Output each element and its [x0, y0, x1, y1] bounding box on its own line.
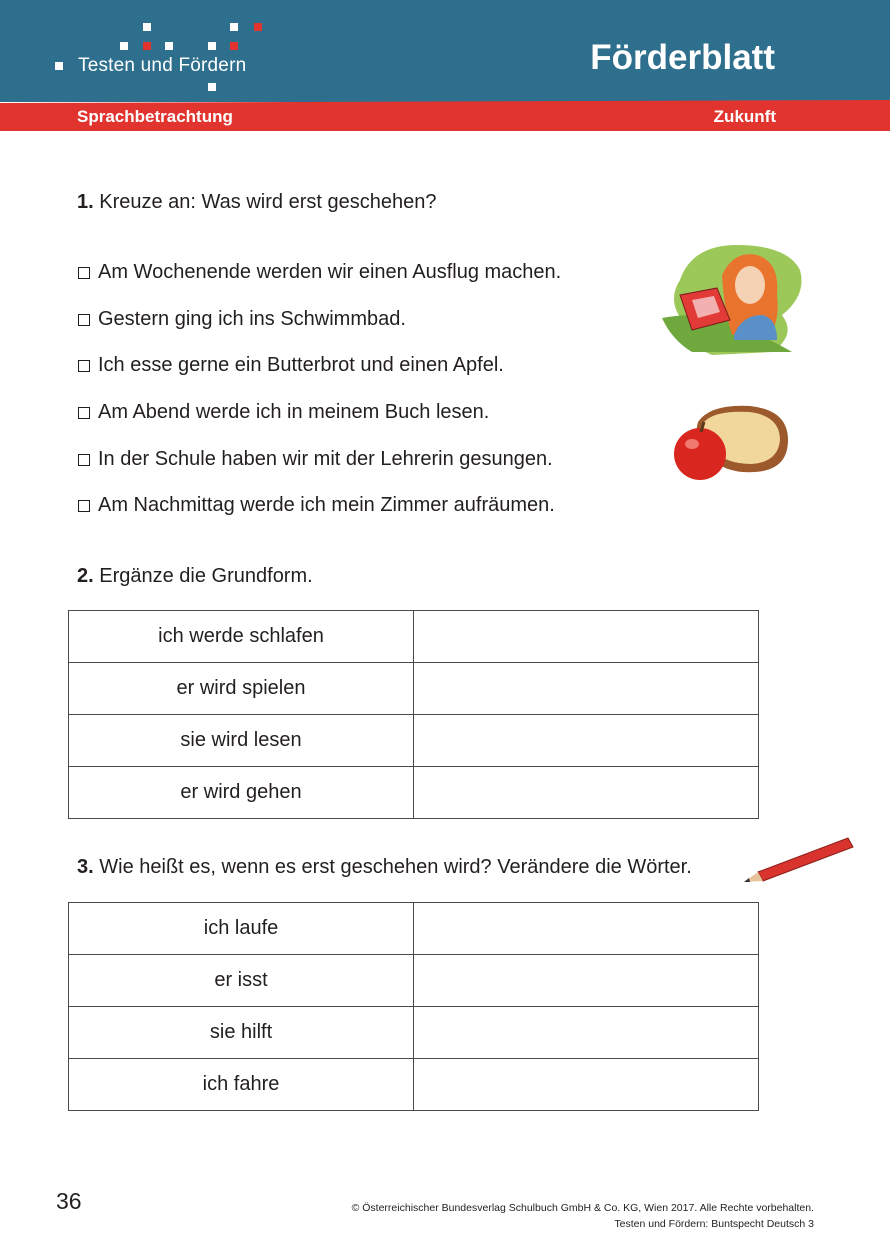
table-row	[69, 1059, 759, 1111]
task3-text: Wie heißt es, wenn es erst geschehen wird? Verändere die Wörter.	[99, 856, 692, 878]
logo-square-icon	[55, 62, 63, 70]
table-row	[69, 955, 759, 1007]
table-row	[69, 903, 759, 955]
checkbox-icon[interactable]	[78, 407, 90, 419]
topic-label: Zukunft	[713, 107, 776, 126]
answer-cell[interactable]	[414, 663, 759, 715]
subject-label: Sprachbetrachtung	[77, 107, 233, 126]
task1-number: 1.	[77, 191, 94, 213]
verb-cell: er wird gehen	[69, 767, 414, 819]
option-label: Am Abend werde ich in meinem Buch lesen.	[98, 401, 490, 423]
answer-cell[interactable]	[414, 767, 759, 819]
verb-cell: sie hilft	[69, 1007, 414, 1059]
logo-square-icon	[143, 42, 151, 50]
task1-option[interactable]	[78, 494, 555, 517]
copyright-text: © Österreichischer Bundesverlag Schulbuch GmbH & Co. KG, Wien 2017. Alle Rechte vorbehalten.	[351, 1202, 814, 1214]
task3-prompt	[77, 856, 692, 879]
table-row	[69, 767, 759, 819]
task2-prompt	[77, 565, 313, 588]
verb-cell: ich fahre	[69, 1059, 414, 1111]
page-number: 36	[56, 1188, 82, 1214]
checkbox-icon[interactable]	[78, 454, 90, 466]
table-row	[69, 1007, 759, 1059]
option-label: Gestern ging ich ins Schwimmbad.	[98, 308, 406, 330]
verb-cell: ich werde schlafen	[69, 611, 414, 663]
option-label: Am Wochenende werden wir einen Ausflug machen.	[98, 261, 562, 283]
task1-option[interactable]	[78, 354, 504, 377]
checkbox-icon[interactable]	[78, 500, 90, 512]
logo-square-icon	[230, 23, 238, 31]
answer-cell[interactable]	[414, 903, 759, 955]
table-row	[69, 715, 759, 767]
option-label: Ich esse gerne ein Butterbrot und einen Apfel.	[98, 354, 504, 376]
answer-cell[interactable]	[414, 1007, 759, 1059]
verb-cell: sie wird lesen	[69, 715, 414, 767]
logo-square-icon	[254, 23, 262, 31]
girl-reading-illustration	[662, 240, 807, 360]
task1-text: Kreuze an: Was wird erst geschehen?	[99, 191, 437, 213]
copyright-notice	[352, 1200, 814, 1232]
task1-option[interactable]	[78, 401, 489, 424]
table-row	[69, 611, 759, 663]
source-text: Testen und Fördern: Buntspecht Deutsch 3	[614, 1218, 814, 1230]
task1-option[interactable]	[78, 261, 561, 284]
logo-square-icon	[165, 42, 173, 50]
answer-cell[interactable]	[414, 1059, 759, 1111]
verb-cell: ich laufe	[69, 903, 414, 955]
task3-table	[68, 902, 759, 1111]
pencil-icon	[740, 834, 858, 886]
logo-text: Testen und Fördern	[78, 55, 247, 76]
answer-cell[interactable]	[414, 715, 759, 767]
task2-text: Ergänze die Grundform.	[99, 565, 313, 587]
checkbox-icon[interactable]	[78, 360, 90, 372]
verb-cell: er isst	[69, 955, 414, 1007]
logo-square-icon	[208, 42, 216, 50]
option-label: In der Schule haben wir mit der Lehrerin gesungen.	[98, 448, 553, 470]
task2-number: 2.	[77, 565, 94, 587]
task1-option[interactable]	[78, 308, 406, 331]
logo-square-icon	[208, 83, 216, 91]
checkbox-icon[interactable]	[78, 314, 90, 326]
answer-cell[interactable]	[414, 611, 759, 663]
task3-number: 3.	[77, 856, 94, 878]
answer-cell[interactable]	[414, 955, 759, 1007]
task1-option[interactable]	[78, 448, 553, 471]
logo-square-icon	[230, 42, 238, 50]
task1-prompt	[77, 191, 436, 214]
verb-cell: er wird spielen	[69, 663, 414, 715]
table-row	[69, 663, 759, 715]
option-label: Am Nachmittag werde ich mein Zimmer aufräumen.	[98, 494, 555, 516]
task2-table	[68, 610, 759, 819]
logo-square-icon	[120, 42, 128, 50]
checkbox-icon[interactable]	[78, 267, 90, 279]
page-title: Förderblatt	[590, 38, 775, 77]
bread-and-apple-illustration	[670, 402, 795, 484]
logo-square-icon	[143, 23, 151, 31]
